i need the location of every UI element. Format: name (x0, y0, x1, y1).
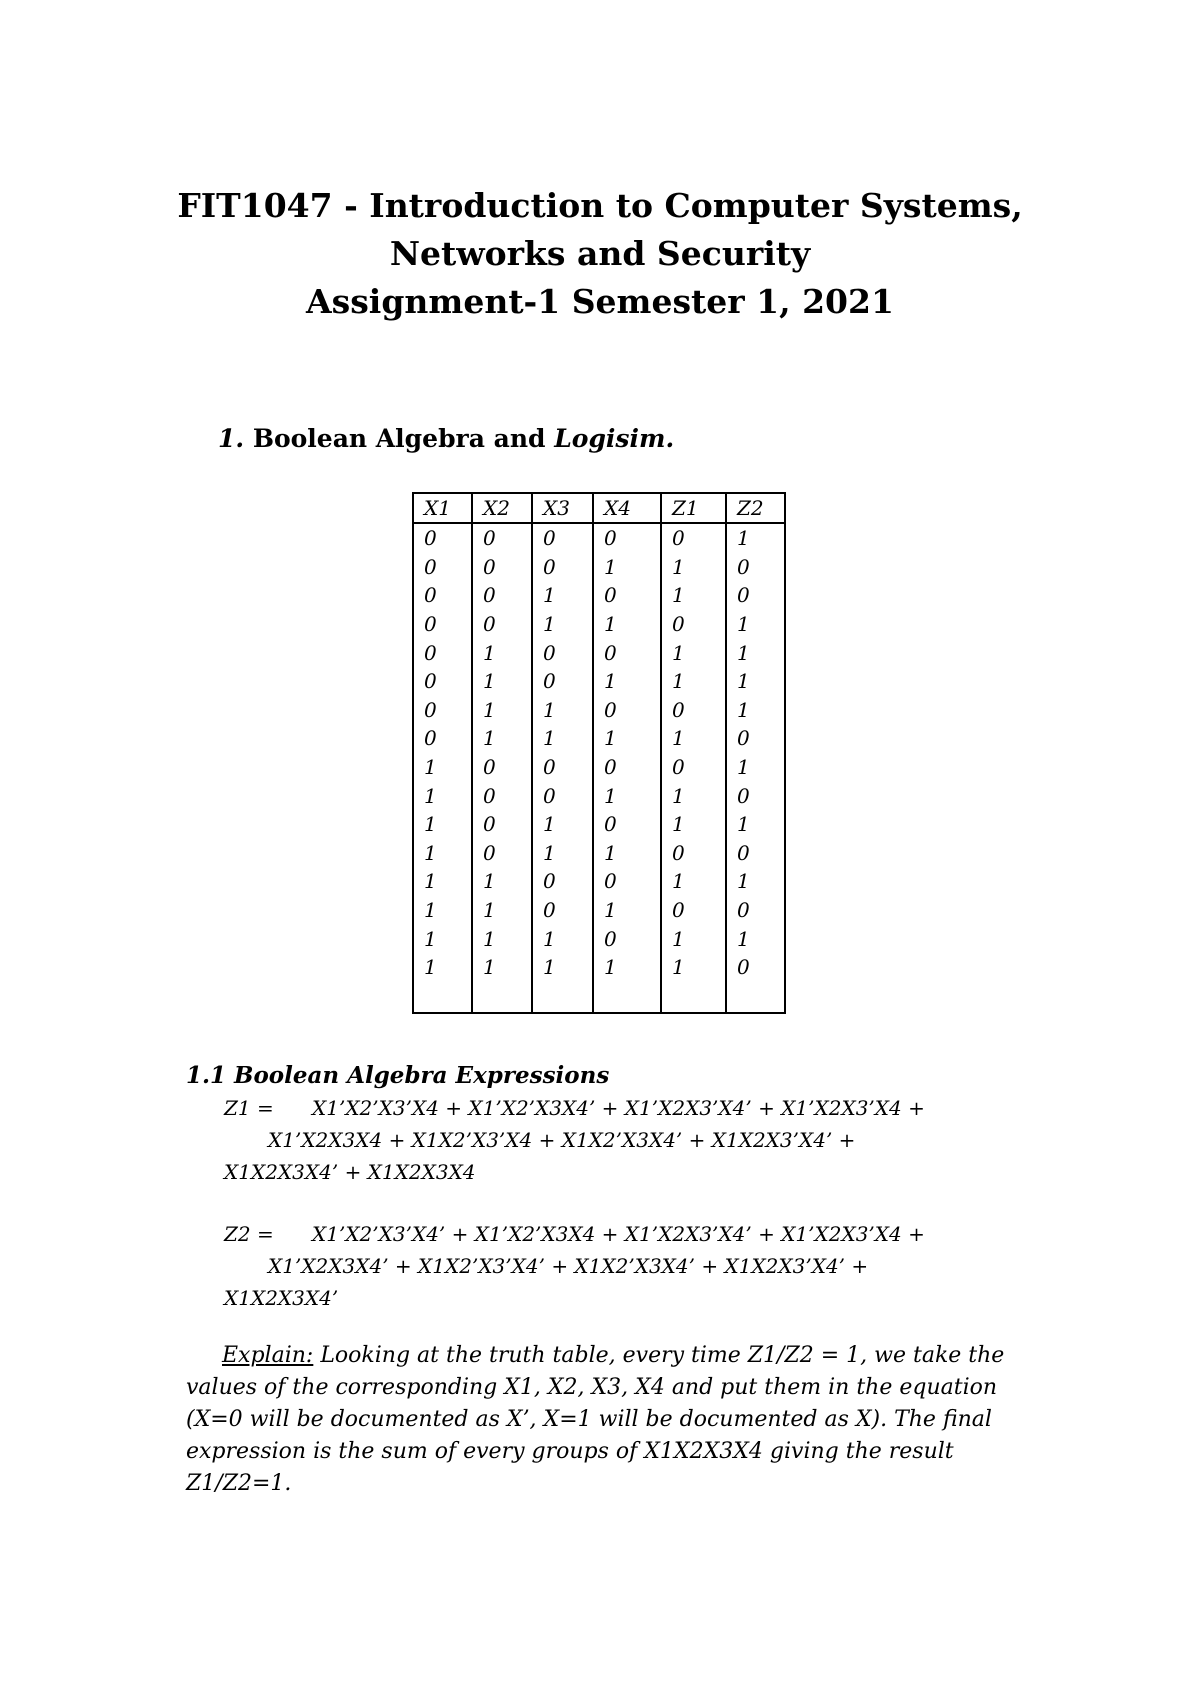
z2-expression-line-2: X1’X2X3X4’ + X1X2’X3’X4’ + X1X2’X3X4’ + X1X2X3’X4’ + (268, 1254, 869, 1278)
cell-x2: 0 (472, 839, 532, 868)
cell-x1: 1 (413, 781, 472, 810)
cell-x2: 0 (472, 753, 532, 782)
header-z1: Z1 (661, 493, 726, 523)
cell-x1: 0 (413, 523, 472, 553)
z1-expression-line-2: X1’X2X3X4 + X1X2’X3’X4 + X1X2’X3X4’ + X1X2X3’X4’ + (268, 1128, 856, 1152)
cell-z2: 1 (726, 523, 785, 553)
section-number: 1. (218, 424, 245, 453)
cell-z2: 1 (726, 753, 785, 782)
cell-z1: 1 (661, 581, 726, 610)
table-row (413, 924, 785, 953)
cell-z1: 0 (661, 610, 726, 639)
cell-x1: 1 (413, 810, 472, 839)
cell-x1: 0 (413, 638, 472, 667)
explain-label: Explain: (222, 1343, 314, 1368)
z1-label: Z1 = (224, 1096, 274, 1120)
z2-expression-line-3: X1X2X3X4’ (224, 1286, 339, 1310)
cell-z1: 0 (661, 839, 726, 868)
cell-x1: 0 (413, 581, 472, 610)
cell-x4: 0 (593, 696, 661, 725)
section-1-heading (218, 424, 674, 453)
header-x2: X2 (472, 493, 532, 523)
truth-table-header-row (413, 493, 785, 523)
table-row (413, 896, 785, 925)
cell-z1: 1 (661, 953, 726, 982)
cell-x2: 0 (472, 610, 532, 639)
cell-x2: 1 (472, 724, 532, 753)
cell-z2: 0 (726, 724, 785, 753)
cell-z2: 1 (726, 924, 785, 953)
cell-z2: 1 (726, 696, 785, 725)
cell-x1: 1 (413, 896, 472, 925)
cell-x3: 0 (532, 523, 593, 553)
cell-x2: 0 (472, 581, 532, 610)
cell-x4: 0 (593, 753, 661, 782)
cell-x1: 1 (413, 953, 472, 982)
document-title (0, 182, 1200, 326)
cell-x3: 1 (532, 724, 593, 753)
cell-x4: 1 (593, 896, 661, 925)
cell-x1: 0 (413, 667, 472, 696)
cell-x3: 0 (532, 667, 593, 696)
cell-x1: 1 (413, 839, 472, 868)
cell-x2: 1 (472, 953, 532, 982)
table-row (413, 781, 785, 810)
cell-x4: 1 (593, 610, 661, 639)
cell-z2: 1 (726, 638, 785, 667)
z1-expression-line-1: X1’X2’X3’X4 + X1’X2’X3X4’ + X1’X2X3’X4’ + X1’X2X3’X4 + (312, 1096, 925, 1120)
cell-z2: 0 (726, 581, 785, 610)
cell-x4: 1 (593, 953, 661, 982)
cell-x3: 1 (532, 610, 593, 639)
cell-x4: 0 (593, 638, 661, 667)
header-z2: Z2 (726, 493, 785, 523)
table-row (413, 581, 785, 610)
cell-x2: 1 (472, 896, 532, 925)
truth-table-body (413, 523, 785, 1013)
cell-x4: 1 (593, 839, 661, 868)
cell-x4: 1 (593, 781, 661, 810)
truth-table (412, 492, 786, 1014)
cell-x3: 1 (532, 924, 593, 953)
cell-x1: 0 (413, 553, 472, 582)
title-line-2: Networks and Security (389, 234, 811, 273)
table-row (413, 667, 785, 696)
cell-x4: 0 (593, 810, 661, 839)
z2-expression-line-1: X1’X2’X3’X4’ + X1’X2’X3X4 + X1’X2X3’X4’ + X1’X2X3’X4 + (312, 1222, 925, 1246)
cell-x3: 0 (532, 753, 593, 782)
cell-x3: 1 (532, 696, 593, 725)
cell-x1: 1 (413, 924, 472, 953)
table-row (413, 839, 785, 868)
cell-x3: 1 (532, 953, 593, 982)
cell-x4: 1 (593, 724, 661, 753)
cell-z2: 1 (726, 810, 785, 839)
cell-z2: 0 (726, 953, 785, 982)
cell-x2: 1 (472, 638, 532, 667)
header-x1: X1 (413, 493, 472, 523)
cell-z2: 1 (726, 667, 785, 696)
cell-z2: 0 (726, 839, 785, 868)
table-row (413, 753, 785, 782)
title-line-1: FIT1047 - Introduction to Computer Systems, (177, 186, 1023, 225)
cell-x1: 1 (413, 753, 472, 782)
cell-x3: 0 (532, 781, 593, 810)
title-line-3: Assignment-1 Semester 1, 2021 (306, 282, 894, 321)
cell-x4: 0 (593, 867, 661, 896)
header-x4: X4 (593, 493, 661, 523)
explain-text: Looking at the truth table, every time Z1/Z2 = 1, we take the values of the corresponding X1, X2, X3, X4 and put them in the equation (X=0 will be documented as X’, X=1 will be documented as X). The final expression is the sum of every groups of X1X2X3X4 giving the result Z1/Z2=1. (186, 1343, 1005, 1496)
table-row (413, 638, 785, 667)
cell-x2: 1 (472, 867, 532, 896)
cell-x2: 0 (472, 810, 532, 839)
cell-z1: 1 (661, 867, 726, 896)
subsection-heading: 1.1 Boolean Algebra Expressions (186, 1062, 610, 1089)
z2-label: Z2 = (224, 1222, 274, 1246)
table-row (413, 523, 785, 553)
cell-x2: 0 (472, 553, 532, 582)
cell-z1: 0 (661, 896, 726, 925)
table-row (413, 953, 785, 982)
cell-x3: 1 (532, 810, 593, 839)
cell-x2: 0 (472, 781, 532, 810)
table-row (413, 810, 785, 839)
cell-z1: 1 (661, 724, 726, 753)
cell-x4: 1 (593, 553, 661, 582)
cell-z2: 1 (726, 610, 785, 639)
cell-x2: 1 (472, 924, 532, 953)
cell-z1: 1 (661, 553, 726, 582)
table-row (413, 867, 785, 896)
cell-x1: 0 (413, 696, 472, 725)
cell-x4: 0 (593, 523, 661, 553)
cell-x3: 0 (532, 896, 593, 925)
cell-z2: 0 (726, 896, 785, 925)
truth-table-filler-row (413, 982, 785, 1013)
cell-x3: 0 (532, 553, 593, 582)
cell-x4: 0 (593, 581, 661, 610)
header-x3: X3 (532, 493, 593, 523)
cell-z1: 1 (661, 924, 726, 953)
table-row (413, 553, 785, 582)
cell-x1: 0 (413, 610, 472, 639)
cell-z2: 0 (726, 553, 785, 582)
cell-x4: 0 (593, 924, 661, 953)
cell-z2: 0 (726, 781, 785, 810)
cell-z1: 0 (661, 696, 726, 725)
explanation-paragraph (186, 1340, 1046, 1500)
cell-z2: 1 (726, 867, 785, 896)
cell-x1: 0 (413, 724, 472, 753)
table-row (413, 724, 785, 753)
cell-z1: 0 (661, 523, 726, 553)
table-row (413, 610, 785, 639)
section-italic-text: Logisim. (554, 424, 675, 453)
table-row (413, 696, 785, 725)
cell-z1: 0 (661, 753, 726, 782)
cell-x3: 1 (532, 839, 593, 868)
cell-x2: 1 (472, 696, 532, 725)
cell-x2: 0 (472, 523, 532, 553)
cell-x4: 1 (593, 667, 661, 696)
cell-x3: 0 (532, 867, 593, 896)
cell-x3: 1 (532, 581, 593, 610)
cell-z1: 1 (661, 781, 726, 810)
cell-x2: 1 (472, 667, 532, 696)
z1-expression-line-3: X1X2X3X4’ + X1X2X3X4 (224, 1160, 476, 1184)
cell-x3: 0 (532, 638, 593, 667)
cell-z1: 1 (661, 810, 726, 839)
cell-x1: 1 (413, 867, 472, 896)
section-text: Boolean Algebra and (252, 424, 546, 453)
cell-z1: 1 (661, 667, 726, 696)
cell-z1: 1 (661, 638, 726, 667)
